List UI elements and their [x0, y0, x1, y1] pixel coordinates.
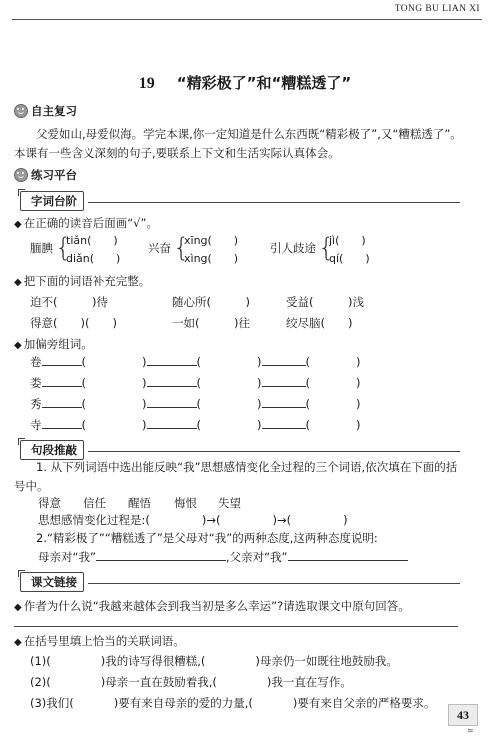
- brace-icon: {: [55, 233, 72, 263]
- word-option: 信任: [83, 496, 106, 510]
- radical-char: 卷: [30, 355, 42, 369]
- word-option: 悔恨: [174, 496, 197, 510]
- idiom-fill: 随心所( ): [172, 295, 250, 309]
- radical-char: 秀: [30, 397, 42, 411]
- diamond-bullet-icon: ◆: [14, 219, 22, 230]
- question-radicals-text: 加偏旁组词。: [23, 337, 93, 351]
- section-review-heading: [14, 103, 77, 119]
- question-emotion-words: 1. 从下列词语中选出能反映“我”思想感情变化全过程的三个词语,依次填在下面的括: [36, 460, 458, 474]
- corner-ornament: ≈: [467, 726, 474, 735]
- pinyin-option: qí( ): [329, 252, 370, 265]
- pinyin-word-2: 兴奋: [148, 241, 171, 255]
- lesson-title: [0, 72, 490, 93]
- question-two-attitudes: 2.“精彩极了”“糟糕透了”是父母对“我”的两种态度,这两种态度说明:: [36, 531, 378, 545]
- question-emotion-words-cont: 号中。: [14, 479, 49, 493]
- radical-char: 娄: [30, 376, 42, 390]
- radical-row: 秀 ( ) ( ) ( ): [30, 397, 361, 411]
- section-review-label: 自主复习: [31, 104, 77, 118]
- question-conjunctions: [14, 633, 185, 649]
- question-lucky: [14, 598, 410, 614]
- pinyin-word-3: 引人歧途: [270, 241, 316, 255]
- section-practice-label: 练习平台: [31, 168, 77, 182]
- pinyin-option: xīng( ): [184, 234, 239, 247]
- section-practice-heading: [14, 167, 77, 183]
- sentence-part: )母亲仍一如既往地鼓励我。: [255, 654, 398, 668]
- diamond-bullet-icon: ◆: [14, 602, 22, 613]
- word-option: 醒悟: [128, 496, 151, 510]
- sentence-part: (3)我们(: [30, 696, 74, 710]
- word-option: 失望: [218, 496, 241, 510]
- pinyin-word-1: 腼腆: [30, 241, 53, 255]
- header-divider: [12, 19, 482, 20]
- conjunction-sentence-2: [30, 674, 352, 690]
- question-lucky-text: 作者为什么说“我越来越体会到我当初是多么幸运”?请选取课文中原句回答。: [23, 599, 410, 613]
- review-paragraph-line2: 本课有一些含义深刻的句子,要联系上下文和生活实际认真体会。: [14, 146, 340, 160]
- diamond-bullet-icon: ◆: [14, 277, 22, 288]
- question-radicals: [14, 336, 93, 352]
- sentence-part: )母亲一直在鼓励着我,(: [100, 675, 217, 689]
- lesson-title-text: “精彩极了”和“糟糕透了”: [176, 74, 352, 92]
- review-paragraph-line1: 父爱如山,母爱似海。学完本课,你一定知道是什么东西既“精彩极了”,又“糟糕透了”。: [36, 127, 462, 141]
- tab-word-steps: 字词台阶: [20, 191, 84, 211]
- page-number: 43: [448, 704, 478, 726]
- idiom-fill: 得意( )( ): [30, 316, 117, 330]
- sentence-part: )我一直在写作。: [266, 675, 352, 689]
- idiom-fill: 迫不( )待: [30, 295, 108, 309]
- tab-text-link: 课文链接: [20, 572, 84, 592]
- smiley-icon: [14, 168, 28, 182]
- radical-row: 娄 ( ) ( ) ( ): [30, 376, 361, 390]
- attitude-answer-line: [38, 549, 408, 565]
- sentence-part: )要有来自母亲的爱的力量,(: [113, 696, 253, 710]
- answer-line: [14, 626, 458, 627]
- diamond-bullet-icon: ◆: [14, 637, 22, 648]
- question-pinyin-text: 在正确的读音后面画“√”。: [23, 216, 158, 230]
- pinyin-option: xìng( ): [184, 252, 239, 265]
- idiom-fill: 一如( )往: [172, 316, 250, 330]
- sentence-part: )我的诗写得很糟糕,(: [100, 654, 206, 668]
- conjunction-sentence-3: [30, 695, 435, 711]
- pinyin-option: tiǎn( ): [66, 234, 118, 247]
- question-complete-words: [14, 273, 150, 289]
- brace-icon: {: [318, 233, 335, 263]
- question-pinyin: [14, 215, 158, 231]
- emotion-process-label: 思想感情变化过程是:(: [38, 513, 150, 527]
- header-brand: TONG BU LIAN XI: [394, 4, 480, 14]
- radical-char: 寺: [30, 418, 42, 432]
- diamond-bullet-icon: ◆: [14, 340, 22, 351]
- question-conjunctions-text: 在括号里填上恰当的关联词语。: [23, 634, 185, 648]
- father-attitude-label: ,父亲对“我”: [225, 550, 288, 564]
- brace-icon: {: [173, 233, 190, 263]
- word-option: 得意: [38, 496, 61, 510]
- radical-row: 卷 ( ) ( ) ( ): [30, 355, 361, 369]
- sentence-part: (1)(: [30, 654, 51, 668]
- tab-sentence-analysis: 句段推敲: [20, 440, 84, 460]
- sentence-part: )要有来自父亲的严格要求。: [292, 696, 436, 710]
- idiom-fill: 绞尽脑( ): [286, 316, 353, 330]
- idiom-fill: 受益( )浅: [286, 295, 364, 309]
- question-complete-words-text: 把下面的词语补充完整。: [23, 274, 151, 288]
- emotion-process-line: 思想感情变化过程是:( )→( )→( ): [38, 513, 348, 527]
- mother-attitude-label: 母亲对“我”: [38, 550, 96, 564]
- tab-rule: [88, 583, 460, 584]
- smiley-icon: [14, 104, 28, 118]
- conjunction-sentence-1: [30, 653, 398, 669]
- tab-rule: [88, 451, 460, 452]
- tab-rule: [88, 202, 460, 203]
- lesson-number: 19: [138, 75, 155, 92]
- radical-row: 寺 ( ) ( ) ( ): [30, 418, 361, 432]
- pinyin-option: diǎn( ): [66, 252, 121, 265]
- sentence-part: (2)(: [30, 675, 51, 689]
- pinyin-option: jì( ): [329, 234, 366, 247]
